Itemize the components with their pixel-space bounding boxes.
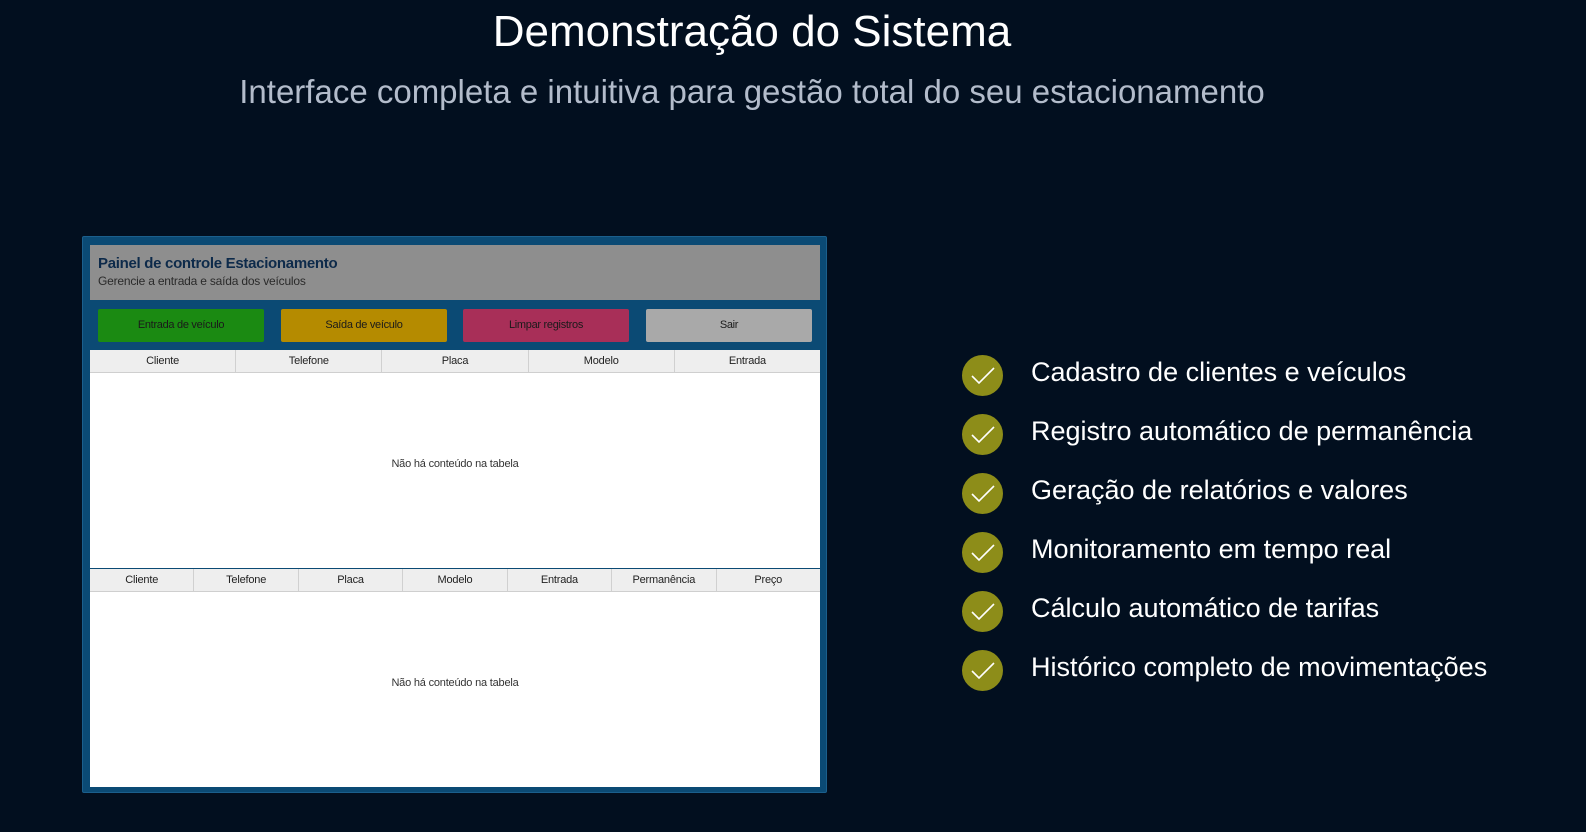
app-header xyxy=(90,245,820,300)
column-header[interactable]: Modelo xyxy=(403,569,507,591)
check-icon xyxy=(962,591,1003,632)
feature-item xyxy=(962,582,1487,641)
check-icon xyxy=(962,473,1003,514)
feature-label: Registro automático de permanência xyxy=(1031,415,1473,446)
check-icon xyxy=(962,355,1003,396)
column-header[interactable]: Entrada xyxy=(508,569,612,591)
app-title: Painel de controle Estacionamento xyxy=(98,255,338,272)
table-header xyxy=(90,569,820,592)
column-header[interactable]: Permanência xyxy=(612,569,716,591)
feature-label: Cadastro de clientes e veículos xyxy=(1031,356,1407,387)
feature-label: Monitoramento em tempo real xyxy=(1031,533,1392,564)
feature-label: Geração de relatórios e valores xyxy=(1031,474,1408,505)
vehicle-exit-button[interactable]: Saída de veículo xyxy=(281,309,447,342)
feature-label: Cálculo automático de tarifas xyxy=(1031,592,1380,623)
history-table[interactable] xyxy=(90,569,820,787)
column-header[interactable]: Cliente xyxy=(90,350,236,372)
feature-item xyxy=(962,523,1487,582)
column-header[interactable]: Modelo xyxy=(529,350,675,372)
vehicle-entry-button[interactable]: Entrada de veículo xyxy=(98,309,264,342)
page-subtitle: Interface completa e intuitiva para gestão total do seu estacionamento xyxy=(239,73,1265,110)
app-subtitle: Gerencie a entrada e saída dos veículos xyxy=(98,274,306,288)
table-empty-message: Não há conteúdo na tabela xyxy=(391,677,519,689)
app-screenshot-window xyxy=(82,236,827,793)
check-icon xyxy=(962,650,1003,691)
column-header[interactable]: Placa xyxy=(299,569,403,591)
feature-item xyxy=(962,405,1487,464)
column-header[interactable]: Cliente xyxy=(90,569,194,591)
active-vehicles-table[interactable] xyxy=(90,350,820,568)
column-header[interactable]: Placa xyxy=(382,350,528,372)
feature-list xyxy=(962,346,1487,700)
feature-label: Histórico completo de movimentações xyxy=(1031,651,1488,682)
column-header[interactable]: Preço xyxy=(754,574,783,586)
table-empty-message: Não há conteúdo na tabela xyxy=(391,458,519,470)
column-header[interactable]: Telefone xyxy=(194,569,298,591)
table-header xyxy=(90,350,820,373)
column-header[interactable]: Telefone xyxy=(236,350,382,372)
clear-records-button[interactable]: Limpar registros xyxy=(463,309,629,342)
check-icon xyxy=(962,532,1003,573)
column-header[interactable]: Entrada xyxy=(728,355,766,367)
page-title: Demonstração do Sistema xyxy=(492,7,1012,56)
feature-item xyxy=(962,464,1487,523)
feature-item xyxy=(962,641,1487,700)
feature-item xyxy=(962,346,1487,405)
logout-button[interactable]: Sair xyxy=(646,309,812,342)
check-icon xyxy=(962,414,1003,455)
